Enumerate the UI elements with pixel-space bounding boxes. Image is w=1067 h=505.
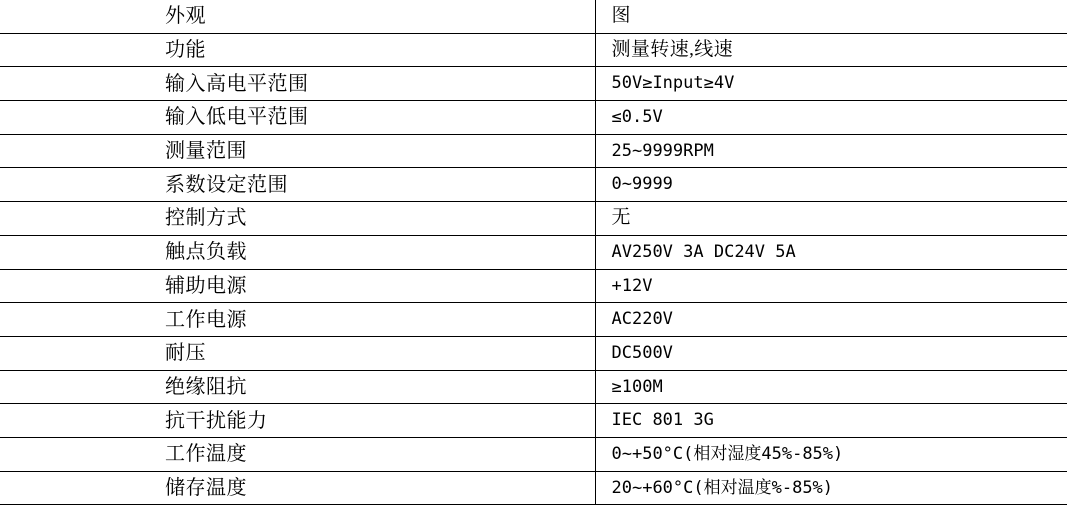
spec-value: AV250V 3A DC24V 5A — [596, 243, 1067, 262]
table-cell-value — [595, 404, 1067, 438]
spec-value: ≥100M — [596, 378, 1067, 397]
spec-label: 功能 — [0, 39, 595, 61]
table-cell-value — [595, 471, 1067, 505]
spec-label: 控制方式 — [0, 207, 595, 229]
table-cell-label — [0, 437, 595, 471]
table-cell-label — [0, 404, 595, 438]
table-cell-value — [595, 67, 1067, 101]
table-row — [0, 235, 1067, 269]
spec-label: 工作温度 — [0, 443, 595, 465]
spec-value: ≤0.5V — [596, 108, 1067, 127]
spec-label: 系数设定范围 — [0, 174, 595, 196]
table-cell-label — [0, 101, 595, 135]
table-cell-value — [595, 336, 1067, 370]
spec-value: IEC 801 3G — [596, 411, 1067, 430]
spec-value: AC220V — [596, 310, 1067, 329]
table-row — [0, 370, 1067, 404]
table-cell-label — [0, 370, 595, 404]
table-cell-label — [0, 235, 595, 269]
table-cell-value — [595, 437, 1067, 471]
spec-label: 储存温度 — [0, 477, 595, 499]
spec-label: 触点负载 — [0, 241, 595, 263]
table-row — [0, 404, 1067, 438]
table-cell-label — [0, 67, 595, 101]
spec-value: 测量转速,线速 — [596, 40, 1067, 61]
spec-value: 0~9999 — [596, 175, 1067, 194]
spec-value: DC500V — [596, 344, 1067, 363]
table-row — [0, 437, 1067, 471]
table-row — [0, 134, 1067, 168]
table-row — [0, 33, 1067, 67]
table-row — [0, 67, 1067, 101]
table-row — [0, 269, 1067, 303]
table-cell-value — [595, 269, 1067, 303]
spec-label: 输入低电平范围 — [0, 106, 595, 128]
spec-value: 无 — [596, 208, 1067, 229]
spec-label: 辅助电源 — [0, 275, 595, 297]
spec-value: 20~+60°C(相对温度%-85%) — [596, 479, 1067, 498]
spec-label: 输入高电平范围 — [0, 73, 595, 95]
table-cell-label — [0, 303, 595, 337]
spec-value: +12V — [596, 277, 1067, 296]
table-cell-label — [0, 0, 595, 33]
table-cell-label — [0, 168, 595, 202]
table-row — [0, 101, 1067, 135]
spec-label: 工作电源 — [0, 309, 595, 331]
table-cell-value — [595, 370, 1067, 404]
table-row — [0, 202, 1067, 236]
table-cell-value — [595, 134, 1067, 168]
table-cell-label — [0, 471, 595, 505]
table-row — [0, 471, 1067, 505]
table-cell-value — [595, 235, 1067, 269]
spec-label: 耐压 — [0, 342, 595, 364]
spec-value: 25~9999RPM — [596, 142, 1067, 161]
spec-label: 外观 — [0, 5, 595, 27]
table-cell-label — [0, 202, 595, 236]
table-cell-value — [595, 101, 1067, 135]
spec-label: 测量范围 — [0, 140, 595, 162]
table-row — [0, 303, 1067, 337]
table-cell-value — [595, 303, 1067, 337]
table-cell-label — [0, 269, 595, 303]
spec-value: 图 — [596, 6, 1067, 27]
table-row — [0, 336, 1067, 370]
spec-label: 抗干扰能力 — [0, 410, 595, 432]
table-row — [0, 168, 1067, 202]
table-cell-value — [595, 168, 1067, 202]
table-cell-label — [0, 134, 595, 168]
table-cell-value — [595, 202, 1067, 236]
table-cell-value — [595, 0, 1067, 33]
table-cell-label — [0, 33, 595, 67]
table-cell-label — [0, 336, 595, 370]
spec-value: 50V≥Input≥4V — [596, 74, 1067, 93]
spec-label: 绝缘阻抗 — [0, 376, 595, 398]
spec-value: 0~+50°C(相对湿度45%-85%) — [596, 445, 1067, 464]
table-row — [0, 0, 1067, 33]
table-cell-value — [595, 33, 1067, 67]
